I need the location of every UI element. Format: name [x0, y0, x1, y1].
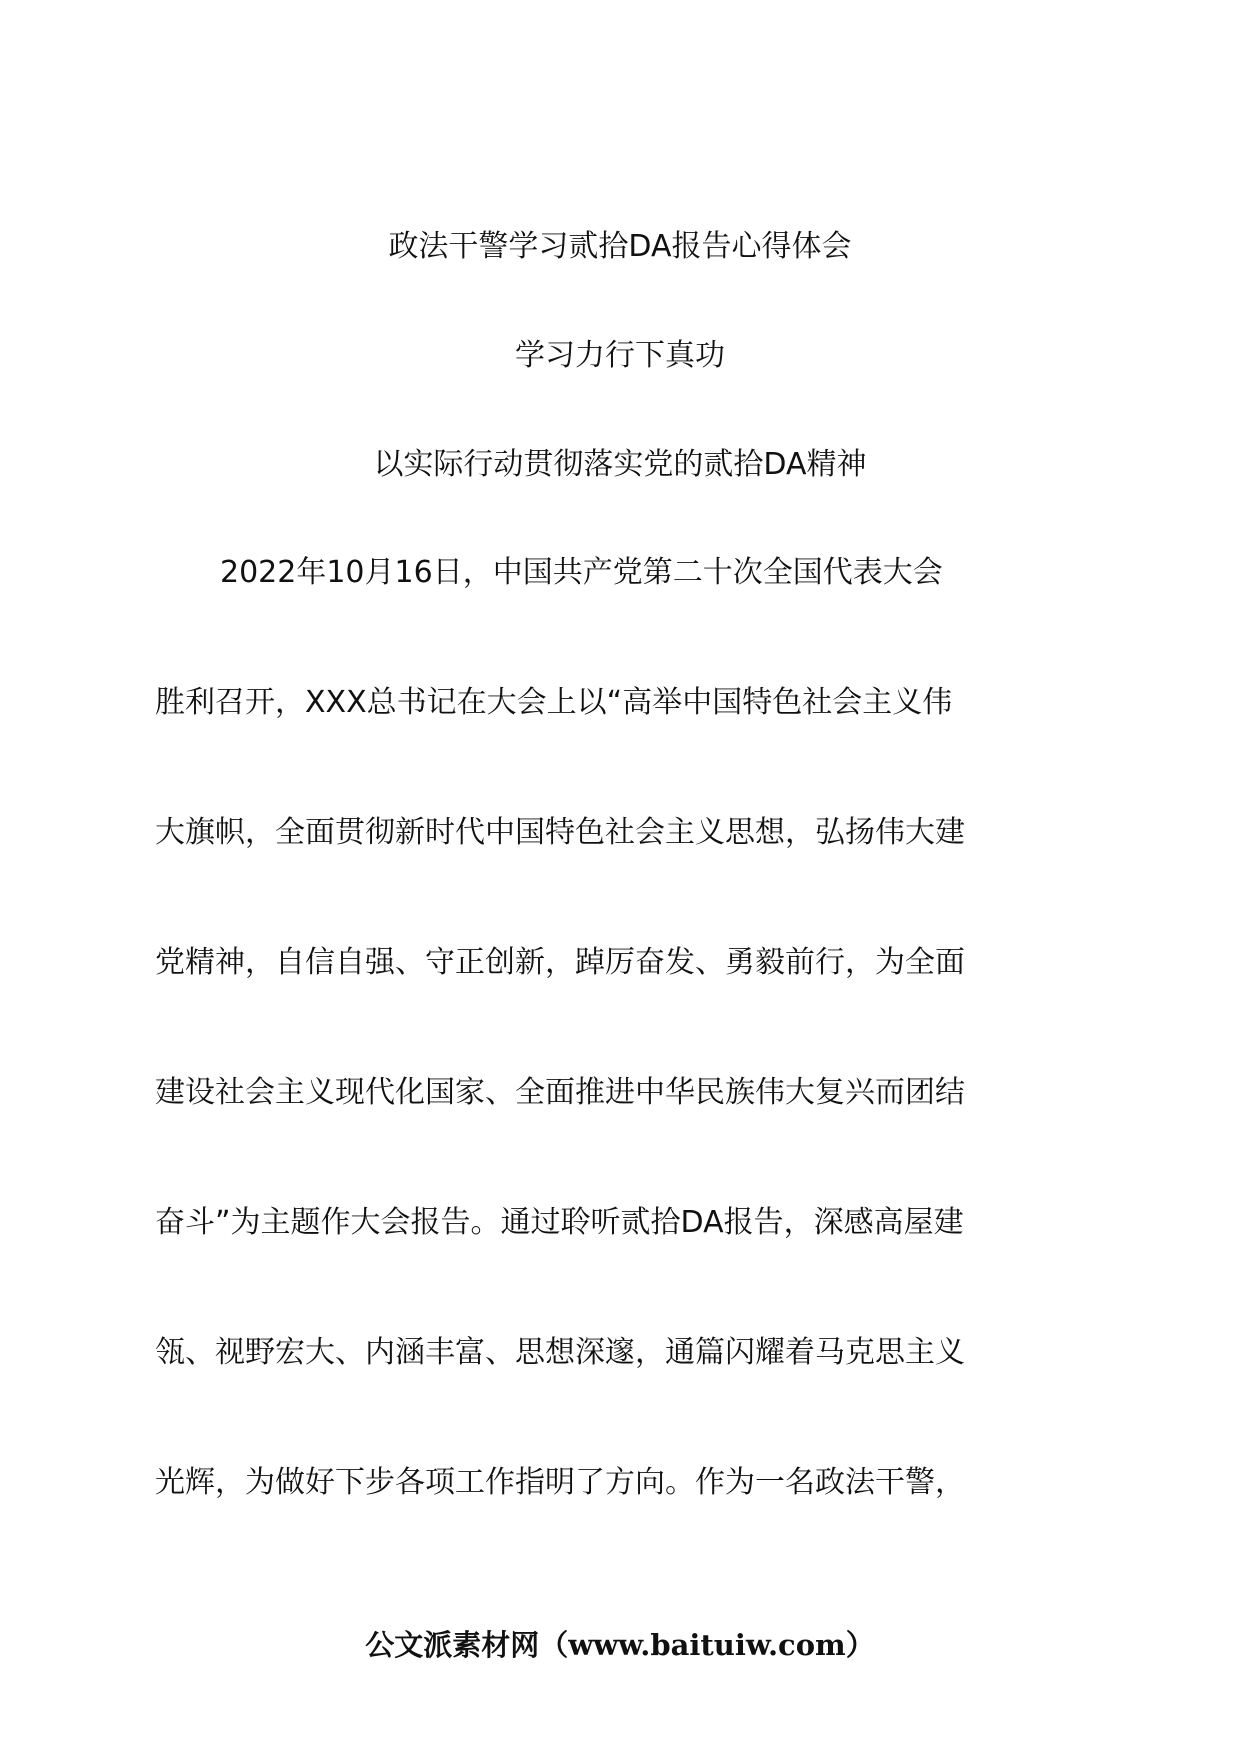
paragraph-line: 光辉，为做好下步各项工作指明了方向。作为一名政法干警， — [155, 1465, 965, 1500]
paragraph-line: 2022年10月16日，中国共产党第二十次全国代表大会 — [220, 555, 943, 590]
paragraph-line: 瓴、视野宏大、内涵丰富、思想深邃，通篇闪耀着马克思主义 — [155, 1335, 965, 1370]
paragraph-line: 大旗帜，全面贯彻新时代中国特色社会主义思想，弘扬伟大建 — [155, 815, 965, 850]
paragraph-line: 胜利召开，XXX总书记在大会上以“高举中国特色社会主义伟 — [155, 685, 953, 720]
footer-source: 公文派素材网（www.baituiw.com） — [365, 1628, 875, 1662]
document-subtitle-2: 以实际行动贯彻落实党的贰拾DA精神 — [373, 447, 867, 482]
paragraph-line: 奋斗”为主题作大会报告。通过聆听贰拾DA报告，深感高屋建 — [155, 1205, 964, 1240]
document-title: 政法干警学习贰拾DA报告心得体会 — [388, 229, 852, 264]
document-subtitle: 学习力行下真功 — [515, 338, 725, 373]
paragraph-line: 建设社会主义现代化国家、全面推进中华民族伟大复兴而团结 — [155, 1075, 965, 1110]
paragraph-line: 党精神，自信自强、守正创新，踔厉奋发、勇毅前行，为全面 — [155, 945, 965, 980]
